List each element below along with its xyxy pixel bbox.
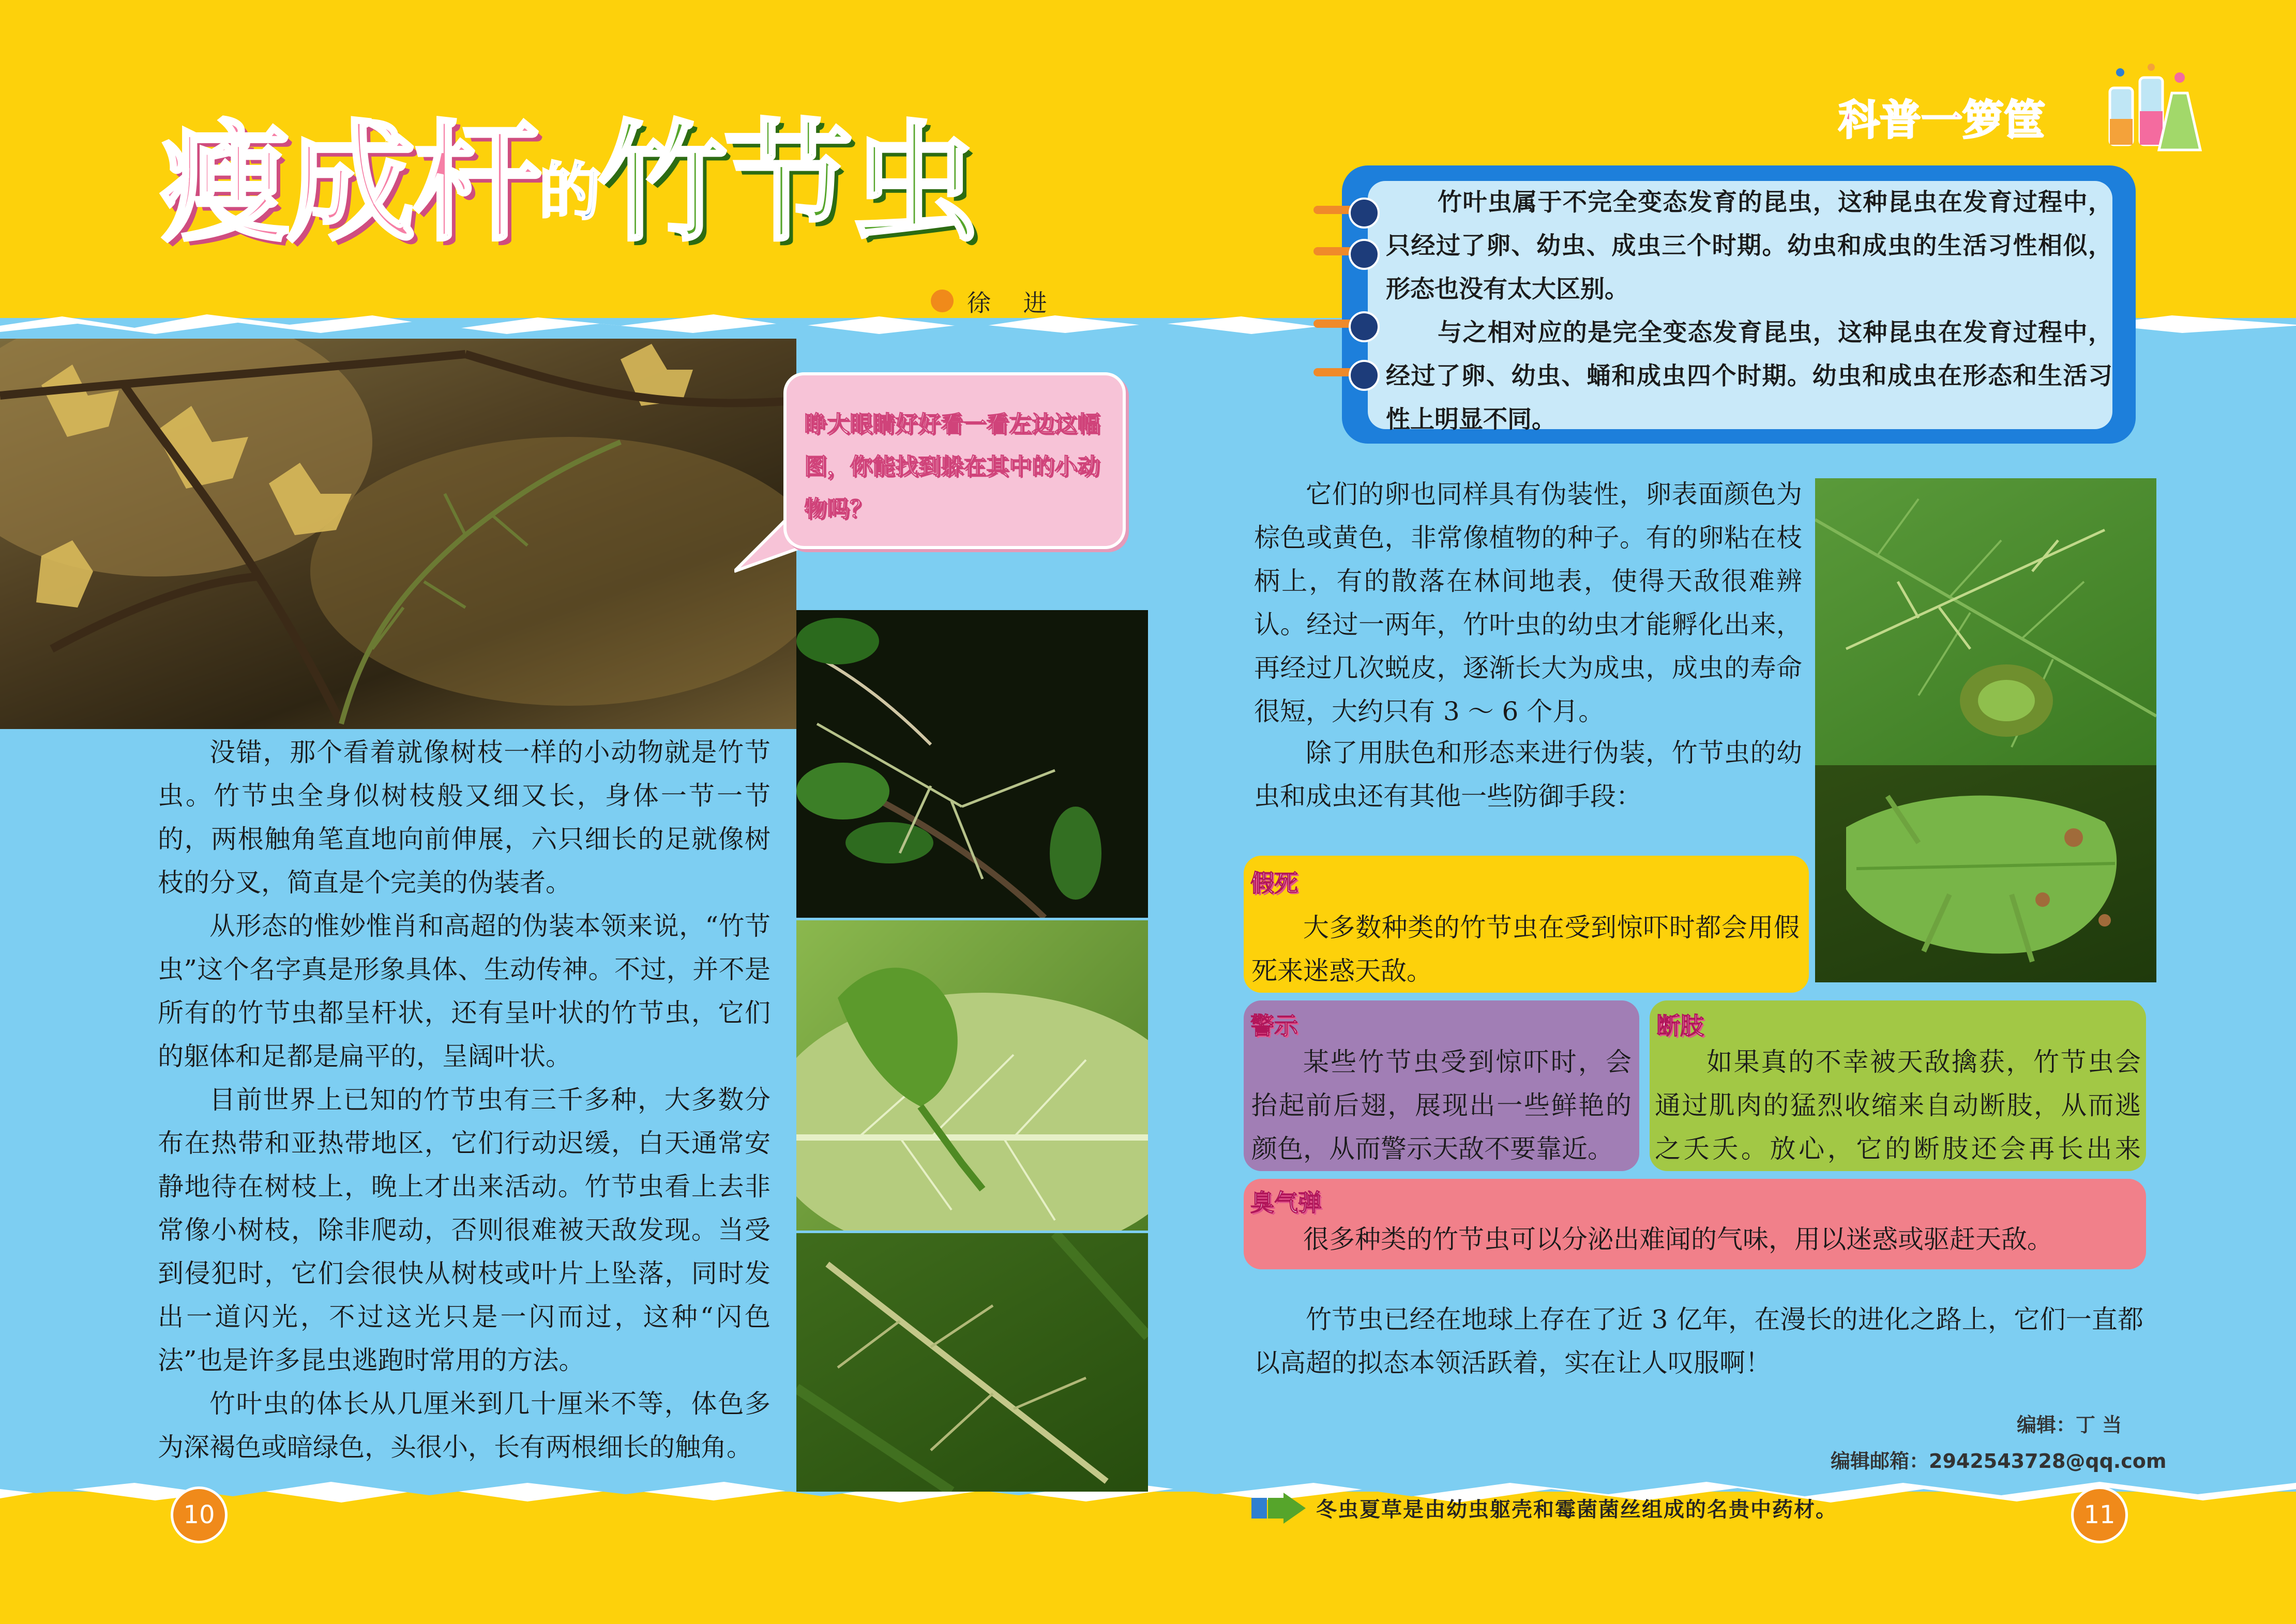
defence-text: 很多种类的竹节虫可以分泌出难闻的气味，用以迷惑或驱赶天敌。	[1303, 1224, 2053, 1254]
body-paragraph: 从形态的惟妙惟肖和高超的伪装本领来说，“竹节虫”这个名字真是形象具体、生动传神。不过，并不是所有的竹节虫都呈杆状，还有呈叶状的竹节虫，它们的躯体和足都是扁平的，呈阔叶状。	[158, 911, 771, 1071]
defence-tag: 臭气弹	[1250, 1189, 1322, 1217]
defence-tag: 断肢	[1656, 1012, 1704, 1040]
page-number-left: 10	[171, 1486, 228, 1543]
right-body-text	[1254, 473, 1802, 733]
footer-fact: 冬虫夏草是由幼虫躯壳和霉菌菌丝组成的名贵中药材。	[1316, 1498, 1837, 1522]
author-name: 徐 进	[967, 289, 1060, 317]
defence-text: 某些竹节虫受到惊吓时，会抬起前后翅，展现出一些鲜艳的颜色，从而警示天敌不要靠近。	[1251, 1047, 1632, 1164]
body-paragraph: 它们的卵也同样具有伪装性，卵表面颜色为棕色或黄色，非常像植物的种子。有的卵粘在枝柄上，有的散落在林间地表，使得天敌很难辨认。经过一两年，竹叶虫的幼虫才能孵化出来，再经过几次蜕皮，逐渐长大为成虫，成虫的寿命很短，大约只有 3 ～ 6 个月。	[1254, 479, 1802, 726]
body-paragraph: 目前世界上已知的竹节虫有三千多种，大多数分布在热带和亚热带地区，它们行动迟缓，白天通常安静地待在树枝上，晚上才出来活动。竹节虫看上去非常像小树枝，除非爬动，否则很难被天敌发现。当受到侵犯时，它们会很快从树枝或叶片上坠落，同时发出一道闪光，不过这光只是一闪而过，这种“闪色法”也是许多昆虫逃跑时常用的方法。	[158, 1085, 771, 1375]
binder-ring	[1349, 198, 1380, 229]
title-part-2: 的	[539, 156, 598, 229]
article-title	[160, 108, 976, 259]
stick-insect-night-photo	[796, 610, 1148, 918]
right-body-text-2	[1254, 731, 1802, 818]
info-card-text	[1386, 181, 2112, 442]
body-paragraph: 除了用肤色和形态来进行伪装，竹节虫的幼虫和成虫还有其他一些防御手段：	[1254, 738, 1802, 811]
body-paragraph: 竹叶虫的体长从几厘米到几十厘米不等，体色多为深褐色或暗绿色，头很小，长有两根细长的触角。	[158, 1389, 771, 1462]
page-number-right: 11	[2071, 1486, 2128, 1543]
arrow-icon	[1251, 1490, 1308, 1526]
leaf-insect-photo	[796, 920, 1148, 1231]
left-body-text	[158, 731, 771, 1469]
title-part-3: 竹节虫	[598, 108, 976, 259]
author-bullet-icon	[931, 290, 954, 312]
lab-flask-icon	[2099, 62, 2203, 160]
stick-insect-on-twig-photo	[0, 339, 796, 729]
defence-tag: 假死	[1250, 869, 1298, 897]
info-paragraph: 与之相对应的是完全变态发育昆虫，这种昆虫在发育过程中，经过了卵、幼虫、蛹和成虫四个时期。幼虫和成虫在形态和生活习性上明显不同。	[1386, 318, 2112, 434]
editor-credit: 编辑：丁 当	[2017, 1414, 2122, 1436]
column-name: 科普一箩筐	[1838, 96, 2045, 144]
binder-ring	[1349, 311, 1380, 342]
torn-paper-bottom-edge	[0, 1474, 2296, 1510]
bubble-text: 睁大眼睛好好看一看左边这幅图，你能找到躲在其中的小动物吗？	[804, 411, 1100, 522]
defence-text: 大多数种类的竹节虫在受到惊吓时都会用假死来迷惑天敌。	[1251, 913, 1800, 986]
conclusion-paragraph	[1254, 1298, 2143, 1385]
info-paragraph: 竹叶虫属于不完全变态发育的昆虫，这种昆虫在发育过程中，只经过了卵、幼虫、成虫三个时期。幼虫和成虫的生活习性相似，形态也没有太大区别。	[1386, 188, 2112, 303]
defence-text: 如果真的不幸被天敌擒获，竹节虫会通过肌肉的猛烈收缩来自动断肢，从而逃之夭夭。放心，它的断肢还会再长出来	[1655, 1047, 2141, 1164]
leaf-insect-closeup-photo	[1815, 765, 2156, 982]
title-part-1: 瘦成杆	[160, 108, 539, 259]
stick-insect-on-grass-photo	[796, 1233, 1148, 1492]
defence-tag: 警示	[1250, 1012, 1298, 1040]
stick-insect-on-leaf-photo	[1815, 478, 2156, 765]
body-paragraph: 竹节虫已经在地球上存在了近 3 亿年，在漫长的进化之路上，它们一直都以高超的拟态本领活跃着，实在让人叹服啊！	[1254, 1304, 2143, 1378]
binder-ring	[1349, 239, 1380, 270]
binder-ring	[1349, 360, 1380, 391]
bottom-yellow-band	[0, 1494, 2296, 1624]
editor-email: 编辑邮箱：2942543728@qq.com	[1831, 1450, 2167, 1473]
body-paragraph: 没错，那个看着就像树枝一样的小动物就是竹节虫。竹节虫全身似树枝般又细又长，身体一节一节的，两根触角笔直地向前伸展，六只细长的足就像树枝的分叉，简直是个完美的伪装者。	[158, 737, 771, 898]
